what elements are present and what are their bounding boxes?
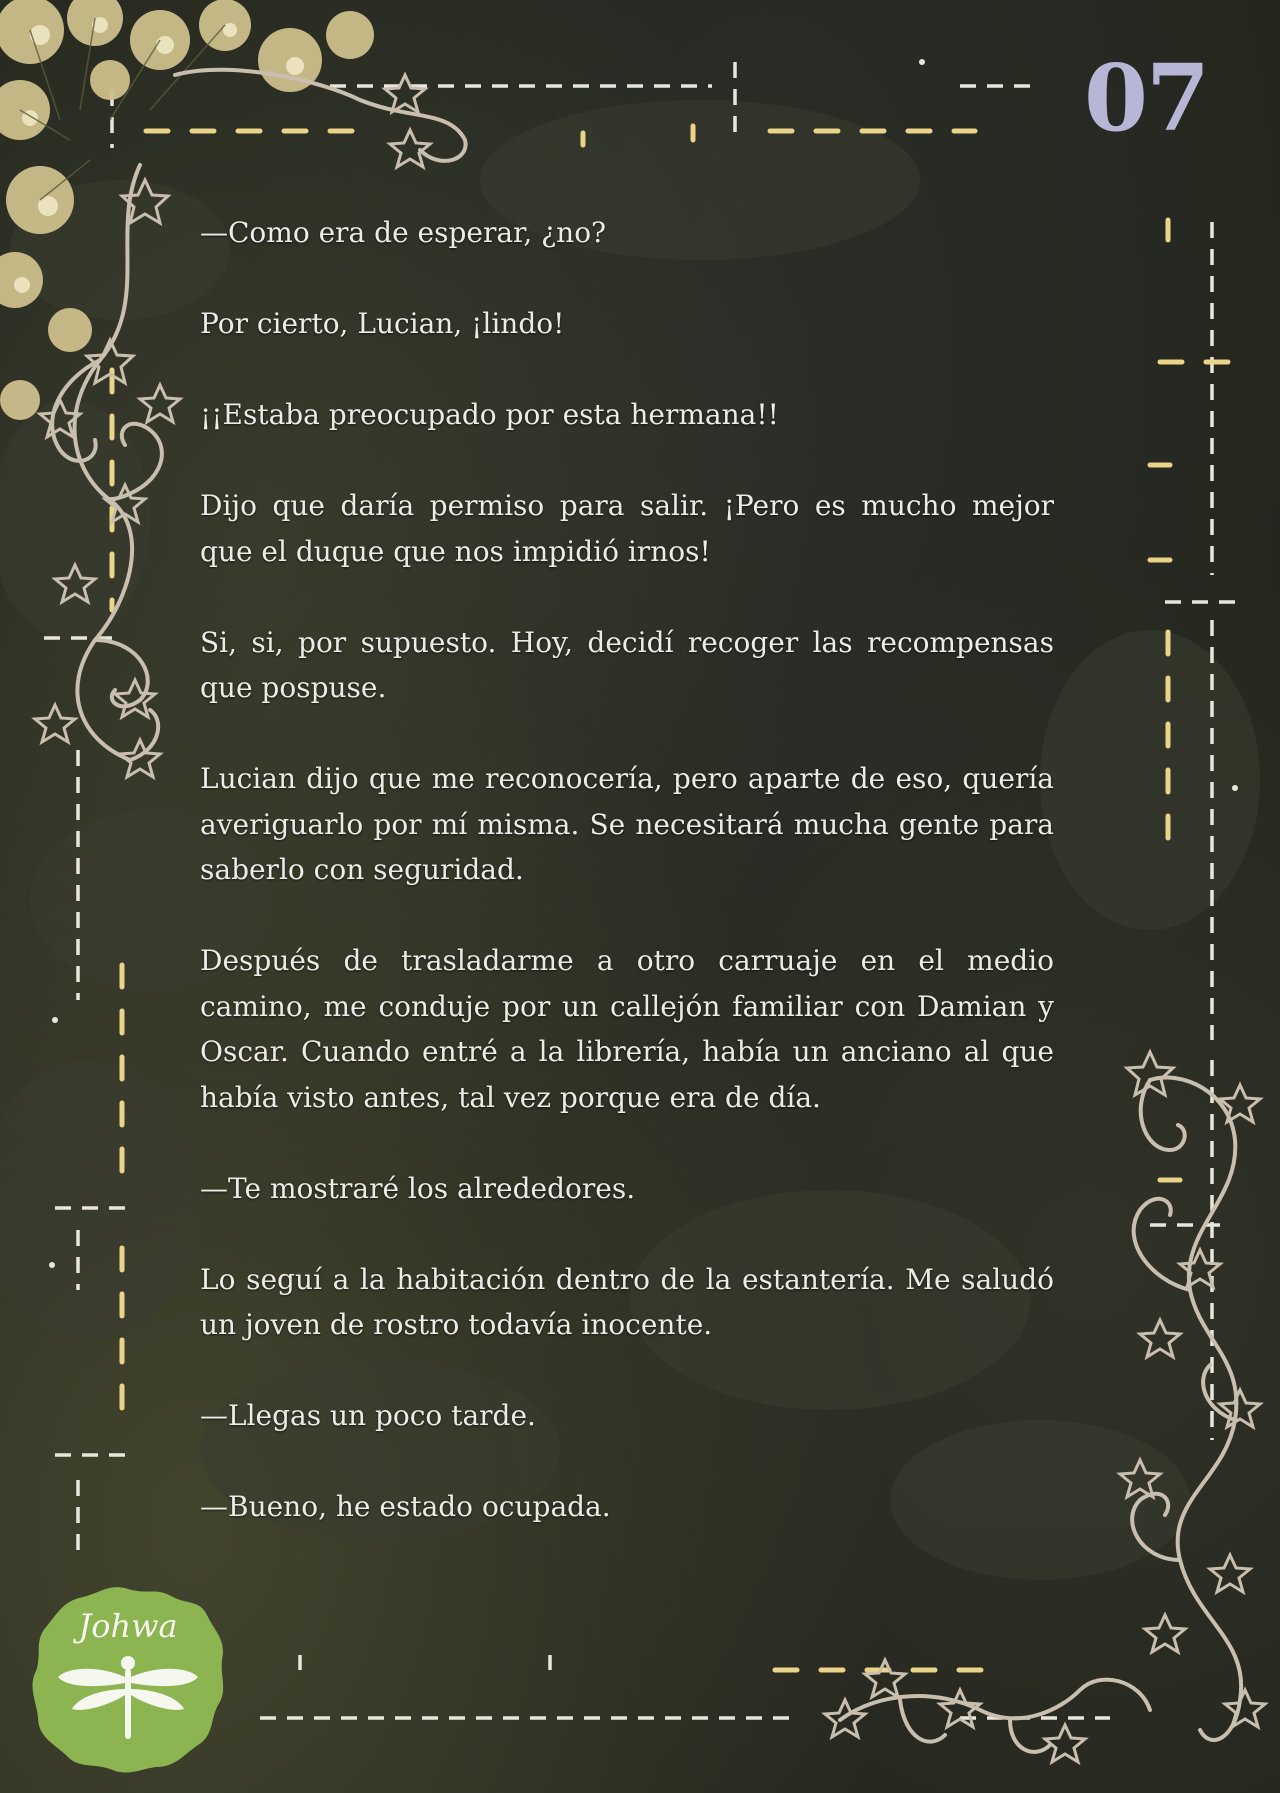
star-flowers-right	[1120, 1052, 1265, 1727]
text-body	[200, 210, 1054, 1575]
paragraph: Dijo que daría permiso para salir. ¡Pero es mucho mejor que el duque que nos impidió irnos!	[200, 489, 1054, 568]
paragraph: Lucian dijo que me reconocería, pero aparte de eso, quería averiguarlo por mí misma. Se necesitará mucha gente para saberlo con seguridad.	[200, 762, 1054, 886]
paragraph: ¡¡Estaba preocupado por esta hermana!!	[200, 398, 779, 431]
paragraph: —Llegas un poco tarde.	[200, 1399, 536, 1432]
paragraph: —Como era de esperar, ¿no?	[200, 216, 607, 249]
paragraph: —Bueno, he estado ocupada.	[200, 1490, 611, 1523]
paragraph: —Te mostraré los alrededores.	[200, 1171, 636, 1205]
paragraph: Si, si, por supuesto. Hoy, decidí recoger las recompensas que pospuse.	[200, 625, 1054, 704]
paragraph: Después de trasladarme a otro carruaje en el medio camino, me conduje por un callejón familiar con Damian y Oscar. Cuando entré a la librería, había un anciano al que había visto antes, tal vez porque era de día.	[200, 944, 1054, 1114]
johwa-logo	[28, 1585, 228, 1775]
paragraph: Por cierto, Lucian, ¡lindo!	[200, 307, 565, 340]
page-number: 07	[1083, 44, 1208, 152]
paragraph: Lo seguí a la habitación dentro de la estantería. Me saludó un joven de rostro todavía inocente.	[200, 1262, 1054, 1341]
logo-text: Johwa	[78, 1607, 178, 1645]
